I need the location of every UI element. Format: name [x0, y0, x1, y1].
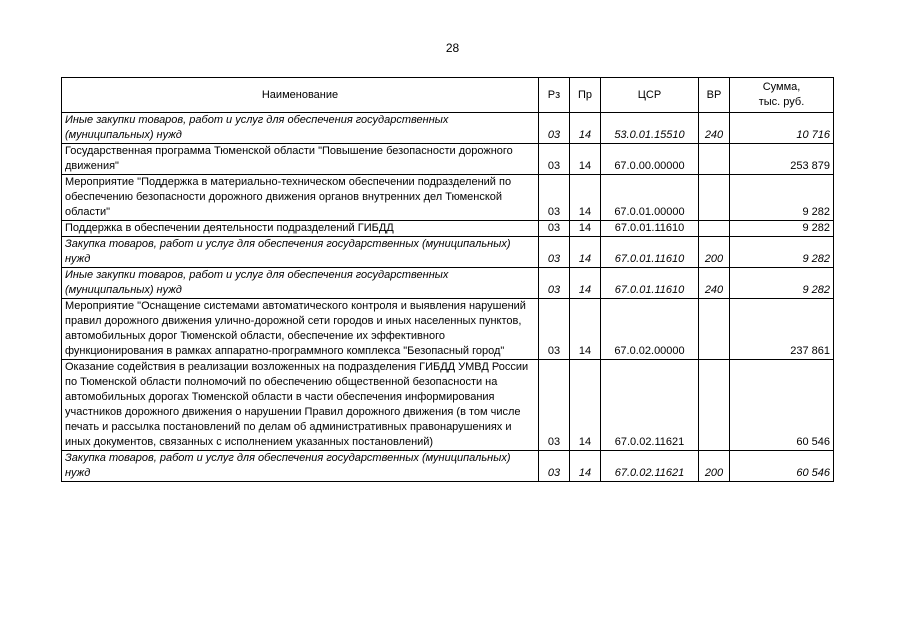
cell-rz: 03	[539, 144, 570, 175]
cell-rz: 03	[539, 175, 570, 221]
cell-vr: 240	[699, 113, 730, 144]
header-csr: ЦСР	[601, 78, 699, 113]
header-name: Наименование	[62, 78, 539, 113]
cell-pr: 14	[570, 237, 601, 268]
cell-pr: 14	[570, 175, 601, 221]
cell-pr: 14	[570, 268, 601, 299]
cell-sum: 60 546	[730, 451, 834, 482]
cell-csr: 67.0.01.11610	[601, 268, 699, 299]
cell-pr: 14	[570, 360, 601, 451]
cell-csr: 67.0.01.11610	[601, 237, 699, 268]
cell-vr: 200	[699, 237, 730, 268]
table-row	[62, 144, 834, 175]
table-row	[62, 113, 834, 144]
table-row	[62, 299, 834, 360]
header-sum-line2: тыс. руб.	[758, 96, 805, 108]
cell-sum: 9 282	[730, 237, 834, 268]
cell-csr: 67.0.02.11621	[601, 451, 699, 482]
table-header-row	[62, 78, 834, 113]
cell-pr: 14	[570, 451, 601, 482]
cell-vr	[699, 144, 730, 175]
cell-vr	[699, 175, 730, 221]
header-rz: Рз	[539, 78, 570, 113]
cell-csr: 67.0.02.11621	[601, 360, 699, 451]
table-row	[62, 175, 834, 221]
cell-vr	[699, 299, 730, 360]
table-row	[62, 268, 834, 299]
cell-csr: 67.0.01.11610	[601, 221, 699, 237]
header-pr: Пр	[570, 78, 601, 113]
cell-name: Мероприятие "Поддержка в материально-техническом обеспечении подразделений по обеспечению безопасности дорожного движения органов внутренних дел Тюменской области"	[62, 175, 539, 221]
cell-rz: 03	[539, 237, 570, 268]
page-number: 28	[445, 41, 460, 55]
cell-pr: 14	[570, 221, 601, 237]
cell-sum: 10 716	[730, 113, 834, 144]
cell-vr	[699, 221, 730, 237]
budget-table	[61, 77, 834, 482]
cell-name: Иные закупки товаров, работ и услуг для обеспечения государственных (муниципальных) нужд	[62, 268, 539, 299]
cell-vr: 200	[699, 451, 730, 482]
cell-sum: 60 546	[730, 360, 834, 451]
table-row	[62, 451, 834, 482]
cell-vr: 240	[699, 268, 730, 299]
cell-name: Государственная программа Тюменской области "Повышение безопасности дорожного движения"	[62, 144, 539, 175]
cell-vr	[699, 360, 730, 451]
cell-sum: 9 282	[730, 268, 834, 299]
cell-pr: 14	[570, 113, 601, 144]
cell-pr: 14	[570, 299, 601, 360]
cell-pr: 14	[570, 144, 601, 175]
cell-csr: 67.0.00.00000	[601, 144, 699, 175]
header-vr: ВР	[699, 78, 730, 113]
header-sum	[730, 78, 834, 113]
cell-csr: 67.0.01.00000	[601, 175, 699, 221]
cell-rz: 03	[539, 268, 570, 299]
cell-sum: 9 282	[730, 175, 834, 221]
cell-rz: 03	[539, 451, 570, 482]
cell-name: Оказание содействия в реализации возложенных на подразделения ГИБДД УМВД России по Тюменской области полномочий по обеспечению общественной безопасности на автомобильных дорогах Тюменской области в части обеспечения информирования участников дорожного движения о нарушении Правил дорожного движения (в том числе печать и рассылка постановлений по делам об административных правонарушениях и иных документов, связанных с исполнением указанных постановлений)	[62, 360, 539, 451]
cell-rz: 03	[539, 113, 570, 144]
cell-csr: 67.0.02.00000	[601, 299, 699, 360]
cell-rz: 03	[539, 299, 570, 360]
cell-name: Иные закупки товаров, работ и услуг для обеспечения государственных (муниципальных) нужд	[62, 113, 539, 144]
cell-sum: 237 861	[730, 299, 834, 360]
table-row	[62, 237, 834, 268]
cell-sum: 253 879	[730, 144, 834, 175]
table-row	[62, 360, 834, 451]
cell-name: Мероприятие "Оснащение системами автоматического контроля и выявления нарушений правил дорожного движения улично-дорожной сети городов и иных населенных пунктов, автомобильных дорог Тюменской области, обеспечение их эффективного функционирования в рамках аппаратно-программного комплекса "Безопасный город"	[62, 299, 539, 360]
cell-rz: 03	[539, 221, 570, 237]
table-row	[62, 221, 834, 237]
cell-name: Поддержка в обеспечении деятельности подразделений ГИБДД	[62, 221, 539, 237]
cell-name: Закупка товаров, работ и услуг для обеспечения государственных (муниципальных) нужд	[62, 451, 539, 482]
cell-name: Закупка товаров, работ и услуг для обеспечения государственных (муниципальных) нужд	[62, 237, 539, 268]
header-sum-line1: Сумма,	[762, 81, 801, 93]
cell-rz: 03	[539, 360, 570, 451]
cell-sum: 9 282	[730, 221, 834, 237]
cell-csr: 53.0.01.15510	[601, 113, 699, 144]
